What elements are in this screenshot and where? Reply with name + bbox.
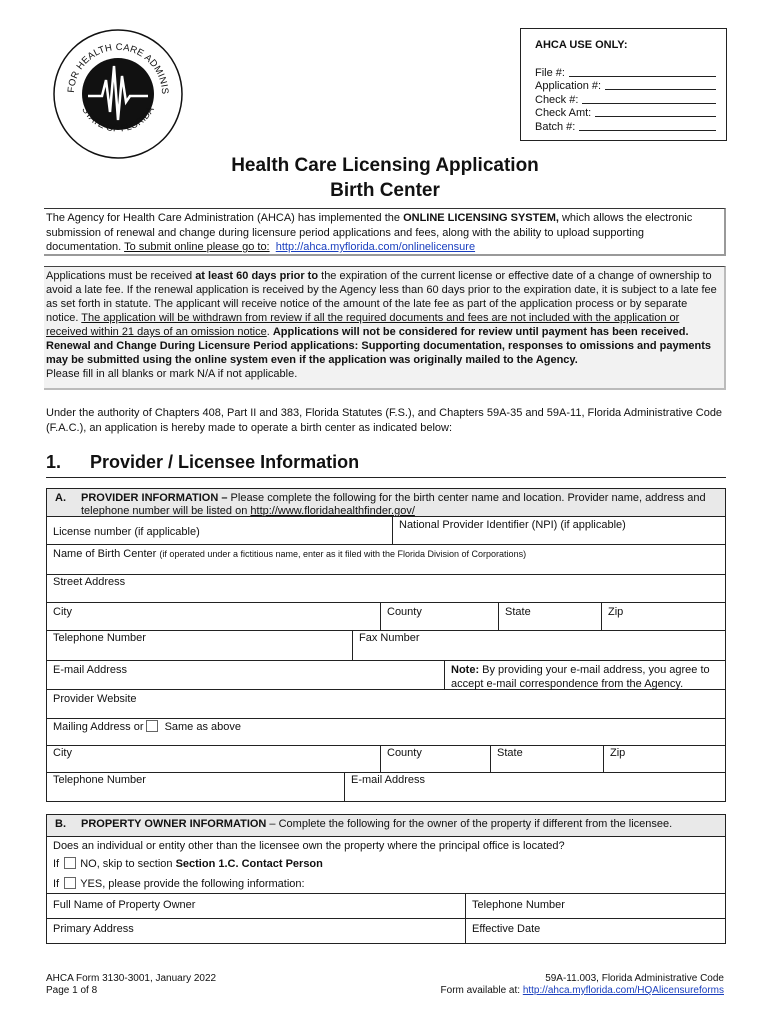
ownership-yes-checkbox[interactable] xyxy=(64,877,76,889)
office-check-field: Check #: xyxy=(535,92,716,106)
same-as-above-checkbox[interactable] xyxy=(146,720,158,732)
birth-center-name-field[interactable]: Name of Birth Center (if operated under a fictitious name, enter as it filed with the Florida Division of Corporations) xyxy=(53,548,527,560)
ownership-no-option: If NO, skip to section Section 1.C. Contact Person xyxy=(53,858,323,870)
footer-code-info: 59A-11.003, Florida Administrative Code Form available at: http://ahca.myflorida.com/HQAlicensureforms xyxy=(440,973,724,996)
page-number: Page 1 of 8 xyxy=(46,985,98,996)
ownership-yes-option: If YES, please provide the following information: xyxy=(53,878,305,890)
phone-row xyxy=(47,631,725,661)
part-b-letter: B. xyxy=(55,818,66,830)
online-licensing-notice: The Agency for Health Care Administration (AHCA) has implemented the ONLINE LICENSING SYSTEM, which allows the electronic submission of renewal and change during licensure period applications and fees, along with the ability to upload supporting documentation. To submit online please go to: http://ahca.myflorida.com/onlinelicensure xyxy=(44,208,726,256)
mailing-city-field[interactable]: City xyxy=(53,747,72,759)
deadline-notice: Applications must be received at least 60 days prior to the expiration of the current license or effective date of a change of ownership to avoid a late fee. If the renewal application is received by the Agency less than 60 days prior to the expiration date, it is subject to a late fee as set forth in statute. The applicant will receive notice of the amount of the late fee as part of the application process or by separate notice. The application will be withdrawn from review if all the required documents and fees are not included with the application or received within 21 days of an omission notice. Applications will not be considered for review until payment has been received. Renewal and Change During Licensure Period applications: Supporting documentation, responses to omissions and payments may be submitted using the online system even if the application was originally mailed to the Agency. Please fill in all blanks or mark N/A if not applicable. xyxy=(44,266,726,390)
website-row xyxy=(47,690,725,719)
name-row xyxy=(47,545,725,575)
state-field[interactable]: State xyxy=(498,603,601,630)
mailing-row xyxy=(47,719,725,746)
office-use-title: AHCA USE ONLY: xyxy=(535,39,628,51)
part-a-letter: A. xyxy=(55,492,66,504)
seal-bottom-text: STATE OF FLORIDA xyxy=(79,104,157,135)
office-file-field: File #: xyxy=(535,65,716,79)
owner-primary-address-field[interactable]: Primary Address xyxy=(53,923,134,935)
owner-telephone-field[interactable]: Telephone Number xyxy=(465,894,725,918)
mailing-city-row xyxy=(47,746,725,773)
street-address-field[interactable]: Street Address xyxy=(53,576,126,588)
online-licensure-link[interactable]: http://ahca.myflorida.com/onlinelicensure xyxy=(275,241,476,253)
license-row xyxy=(47,517,725,545)
healthfinder-link[interactable]: http://www.floridahealthfinder.gov/ xyxy=(250,505,415,517)
footer-form-info: AHCA Form 3130-3001, January 2022 Page 1 of 8 xyxy=(46,973,217,996)
owner-effective-date-field[interactable]: Effective Date xyxy=(465,919,725,943)
owner-address-row xyxy=(47,919,725,943)
part-b-header: B. PROPERTY OWNER INFORMATION – Complete the following for the owner of the property if different from the licensee. xyxy=(47,815,725,837)
mailing-email-field[interactable]: E-mail Address xyxy=(344,773,725,801)
ownership-no-checkbox[interactable] xyxy=(64,857,76,869)
part-a-header: A. PROVIDER INFORMATION – Please complete the following for the birth center name and location. Provider name, address and telephone number will be listed on http://www.floridahealthfinder.gov/ xyxy=(47,489,725,517)
office-use-box xyxy=(520,28,727,141)
seal-top-text: FOR HEALTH CARE ADMINIS xyxy=(65,41,171,95)
provider-website-field[interactable]: Provider Website xyxy=(53,693,137,705)
county-field[interactable]: County xyxy=(380,603,498,630)
office-check-amt-field: Check Amt: xyxy=(535,106,716,120)
ownership-question-row xyxy=(47,837,725,894)
ownership-question: Does an individual or entity other than the licensee own the property where the principal office is located? xyxy=(53,840,565,852)
office-batch-field: Batch #: xyxy=(535,119,716,133)
city-row xyxy=(47,603,725,631)
part-b-heading: PROPERTY OWNER INFORMATION xyxy=(81,818,267,830)
license-number-field[interactable]: License number (if applicable) xyxy=(53,526,200,538)
provider-info-table xyxy=(46,488,726,802)
mailing-county-field[interactable]: County xyxy=(380,746,490,772)
property-owner-table xyxy=(46,814,726,944)
mailing-telephone-field[interactable]: Telephone Number xyxy=(53,774,146,786)
mailing-zip-field[interactable]: Zip xyxy=(603,746,725,772)
npi-field[interactable]: National Provider Identifier (NPI) (if applicable) xyxy=(392,517,725,544)
mailing-address-field[interactable]: Mailing Address or Same as above xyxy=(53,721,241,733)
mailing-phone-row xyxy=(47,773,725,801)
telephone-field[interactable]: Telephone Number xyxy=(53,632,146,644)
city-field[interactable]: City xyxy=(53,606,72,618)
agency-seal xyxy=(52,28,184,160)
street-row xyxy=(47,575,725,603)
email-note: Note: By providing your e-mail address, you agree to accept e-mail correspondence from the Agency. xyxy=(444,661,725,689)
part-a-heading: PROVIDER INFORMATION – xyxy=(81,492,228,504)
section-1-heading: 1. Provider / Licensee Information xyxy=(46,452,726,478)
page-title: Health Care Licensing Application Birth Center xyxy=(231,155,539,201)
authority-statement: Under the authority of Chapters 408, Part II and 383, Florida Statutes (F.S.), and Chapters 59A-35 and 59A-11, Florida Administrative Code (F.A.C.), an application is hereby made to operate a birth center as indicated below: xyxy=(46,407,723,434)
owner-name-row xyxy=(47,894,725,919)
zip-field[interactable]: Zip xyxy=(601,603,725,630)
email-field[interactable]: E-mail Address xyxy=(53,664,127,676)
email-row xyxy=(47,661,725,690)
property-owner-name-field[interactable]: Full Name of Property Owner xyxy=(53,899,196,911)
fax-field[interactable]: Fax Number xyxy=(352,631,725,660)
mailing-state-field[interactable]: State xyxy=(490,746,603,772)
forms-link[interactable]: http://ahca.myflorida.com/HQAlicensureforms xyxy=(522,985,724,996)
office-application-field: Application #: xyxy=(535,79,716,93)
